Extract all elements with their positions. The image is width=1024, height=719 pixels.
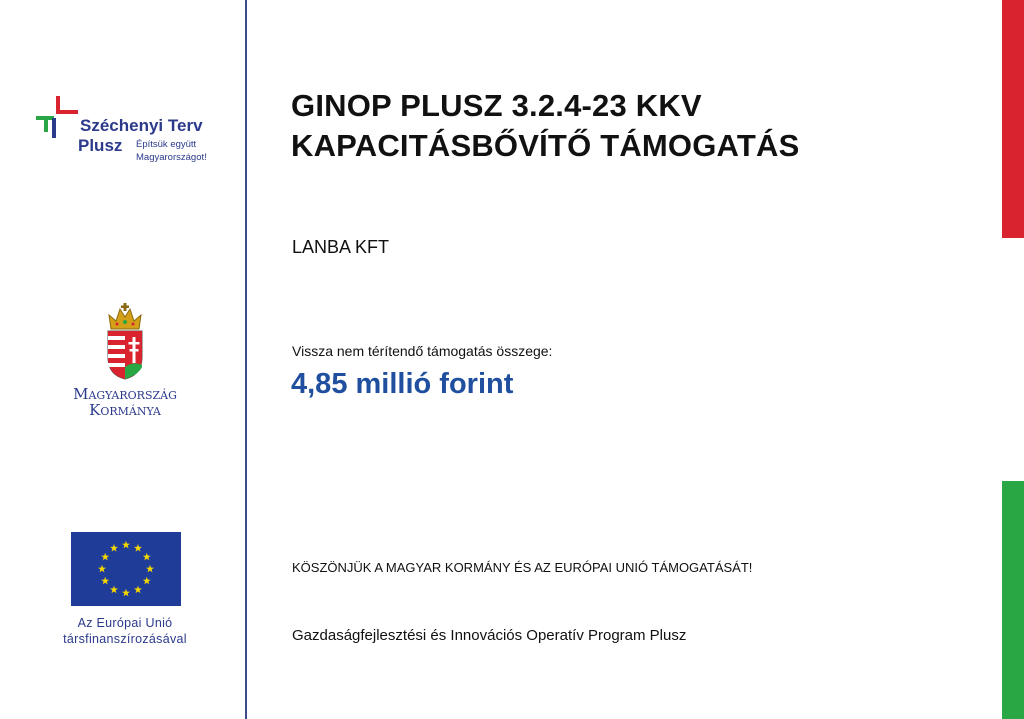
szechenyi-terv-logo <box>34 94 234 174</box>
eu-line2: társfinanszírozásával <box>63 632 187 646</box>
project-title-line1: GINOP PLUSZ 3.2.4-23 KKV <box>291 88 702 123</box>
szechenyi-plusz: Plusz <box>78 136 123 155</box>
project-title-line2: KAPACITÁSBŐVÍTŐ TÁMOGATÁS <box>291 128 800 163</box>
grant-label: Vissza nem térítendő támogatás összege: <box>292 343 553 359</box>
thanks-text: KÖSZÖNJÜK A MAGYAR KORMÁNY ÉS AZ EURÓPAI UNIÓ TÁMOGATÁSÁT! <box>292 560 753 575</box>
szechenyi-tagline <box>136 138 207 164</box>
company-name: LANBA KFT <box>292 237 390 257</box>
project-title <box>291 86 799 166</box>
government-line1: Magyarország <box>73 385 177 403</box>
szechenyi-cross-icon <box>34 94 80 140</box>
vertical-divider <box>245 0 247 719</box>
eu-line1: Az Európai Unió <box>77 616 173 630</box>
szechenyi-tagline-line1: Építsük együtt <box>136 139 197 150</box>
grant-amount: 4,85 millió forint <box>291 368 514 400</box>
government-text <box>40 386 210 418</box>
szechenyi-tagline-line2: Magyarországot! <box>136 152 207 163</box>
hungarian-coat-of-arms-icon <box>103 303 147 381</box>
eu-flag-icon <box>71 532 181 606</box>
flag-stripe-green <box>1002 481 1024 719</box>
szechenyi-title: Széchenyi Terv <box>80 116 203 135</box>
government-line2: Kormánya <box>89 401 161 419</box>
eu-text <box>30 615 220 647</box>
flag-stripe-red <box>1002 0 1024 238</box>
program-name: Gazdaságfejlesztési és Innovációs Operatív Program Plusz <box>292 627 687 644</box>
